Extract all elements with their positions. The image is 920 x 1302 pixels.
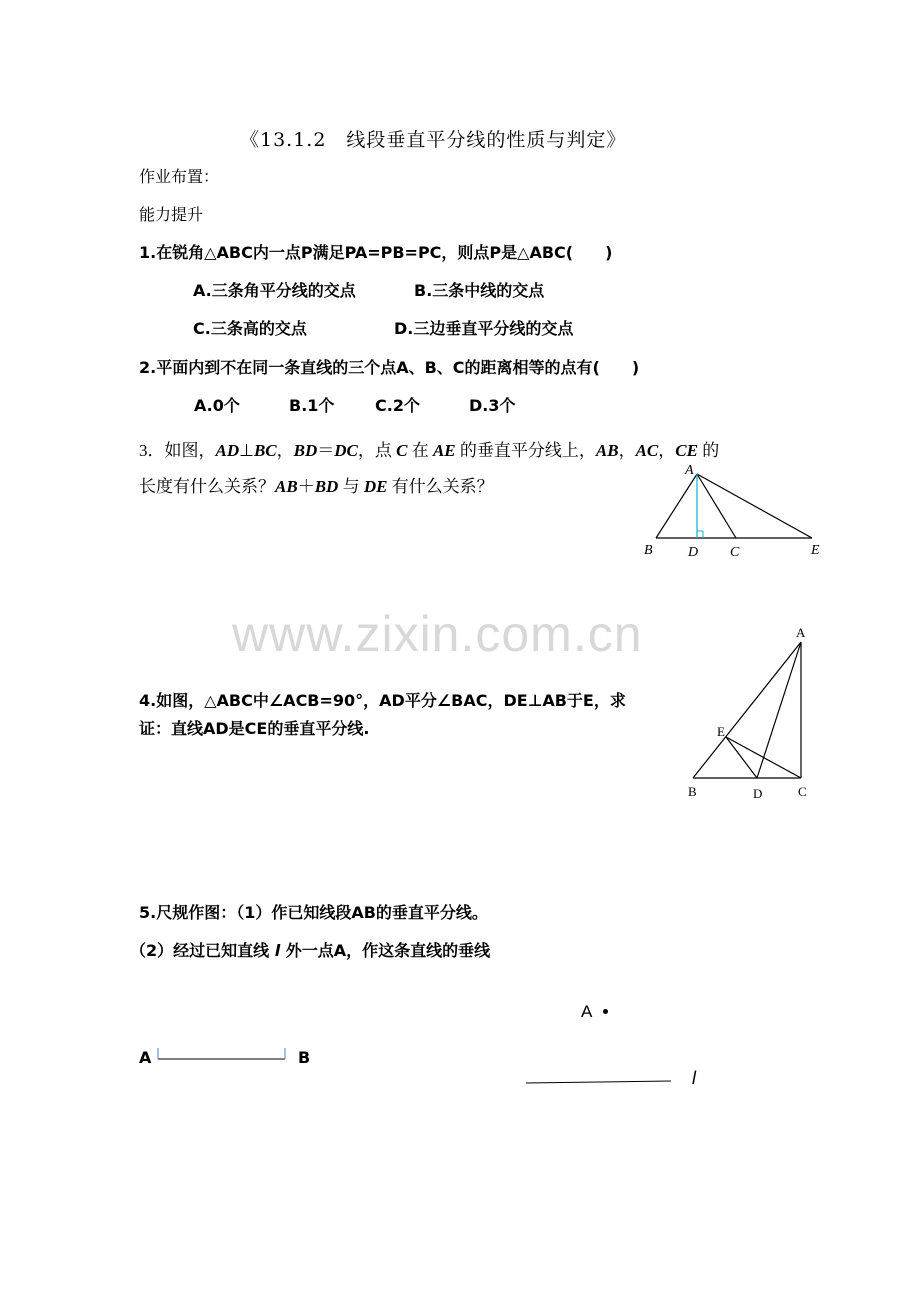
- q1-option-b: B.三条中线的交点: [414, 281, 545, 300]
- page-title: 《13.1.2 线段垂直平分线的性质与判定》: [240, 129, 627, 151]
- q1-option-a: A.三条角平分线的交点: [193, 281, 356, 300]
- q3-text: ⊥: [239, 441, 254, 460]
- section-homework: 作业布置：: [139, 167, 220, 186]
- q3-text: ，点: [357, 441, 397, 460]
- q3-text: 的垂直平分线上，: [455, 441, 596, 460]
- q3-var: AE: [432, 441, 456, 460]
- section-ability: 能力提升: [139, 205, 204, 224]
- q3-line2: [139, 472, 494, 497]
- q4-label-a: A: [796, 625, 806, 640]
- q2-stem: 2.平面内到不在同一条直线的三个点A、B、C的距离相等的点有( ): [139, 358, 640, 377]
- q3-line-ae: [697, 474, 812, 538]
- q5-line2-pre: （2）经过已知直线: [130, 941, 275, 960]
- q5-point-a-label: A: [581, 1002, 593, 1021]
- q3-text: 在: [407, 441, 433, 460]
- q1-stem: 1.在锐角△ABC内一点P满足PA=PB=PC，则点P是△ABC( ): [139, 243, 613, 262]
- q5-line2-post: 外一点A，作这条直线的垂线: [280, 941, 491, 960]
- q5-segment-label-b: B: [298, 1048, 311, 1067]
- q4-figure: [684, 622, 814, 807]
- q3-line-ac: [697, 474, 736, 538]
- q3-var: BD: [314, 477, 339, 496]
- q5-line-l-label: l: [692, 1068, 696, 1088]
- q3-label-c: C: [730, 545, 740, 560]
- watermark: www.zixin.com.cn: [232, 606, 643, 662]
- q3-line1: [139, 436, 719, 461]
- q3-text: 3．如图，: [139, 441, 216, 460]
- q3-var: BC: [253, 441, 277, 460]
- q3-right-angle-mark: [697, 531, 703, 538]
- q3-var: CE: [675, 441, 698, 460]
- q4-line-de: [726, 737, 757, 778]
- q5-line-l: [525, 1075, 675, 1087]
- q3-var: AB: [595, 441, 619, 460]
- q5-line2: [130, 938, 490, 961]
- q3-text: 有什么关系？: [387, 477, 494, 496]
- q5-segment-ab: [155, 1045, 290, 1065]
- q3-var: AB: [275, 477, 298, 496]
- q3-var: BD: [293, 441, 318, 460]
- q3-text: ，: [618, 441, 636, 460]
- q4-line-ab: [693, 642, 801, 778]
- q1-option-c: C.三条高的交点: [193, 319, 307, 338]
- q5-line-l-italic: l: [274, 941, 281, 960]
- q3-text: 长度有什么关系？: [139, 477, 275, 496]
- q3-text: ＋: [297, 477, 315, 496]
- q3-label-a: A: [685, 463, 694, 478]
- q3-figure: [640, 460, 830, 565]
- q4-line2: 证：直线AD是CE的垂直平分线.: [139, 719, 370, 738]
- q3-var: AD: [215, 441, 240, 460]
- q2-option-b: B.1个: [289, 396, 335, 415]
- q3-text: ，: [658, 441, 676, 460]
- q3-text: 与: [338, 477, 364, 496]
- q3-text: 的: [697, 441, 720, 460]
- q5-line-l-stroke: [526, 1081, 671, 1083]
- q3-label-e: E: [811, 543, 820, 558]
- q4-label-e: E: [717, 724, 725, 739]
- q5-point-a-dot: [603, 1009, 608, 1014]
- q4-label-c: C: [798, 784, 807, 799]
- q3-label-d: D: [688, 545, 699, 560]
- q3-text: ＝: [317, 441, 335, 460]
- q3-label-b: B: [644, 543, 653, 558]
- q4-line-ce: [726, 737, 801, 778]
- q5-segment-label-a: A: [139, 1048, 152, 1067]
- q3-line-ab: [656, 474, 697, 538]
- q3-var: DC: [334, 441, 358, 460]
- q3-var: AC: [635, 441, 659, 460]
- q3-text: ，: [276, 441, 294, 460]
- q5-line1: 5.尺规作图：（1）作已知线段AB的垂直平分线。: [139, 903, 488, 922]
- q3-var: C: [396, 441, 408, 460]
- q4-label-b: B: [688, 784, 697, 799]
- q2-option-c: C.2个: [375, 396, 420, 415]
- q4-label-d: D: [753, 786, 763, 801]
- q3-var: DE: [363, 477, 388, 496]
- q2-option-a: A.0个: [194, 396, 240, 415]
- q1-option-d: D.三边垂直平分线的交点: [394, 319, 574, 338]
- q4-line1: 4.如图，△ABC中∠ACB=90°，AD平分∠BAC，DE⊥AB于E，求: [139, 691, 626, 710]
- q2-option-d: D.3个: [469, 396, 516, 415]
